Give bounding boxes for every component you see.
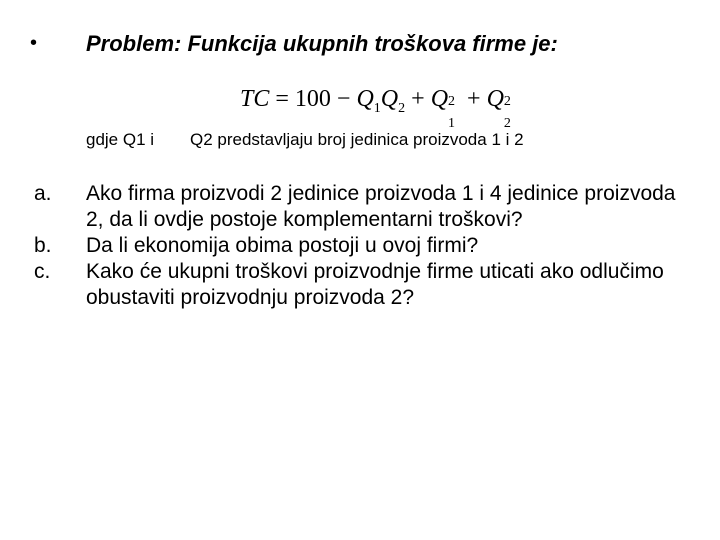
formula-sub: 2: [503, 116, 511, 131]
list-marker: b.: [34, 234, 52, 257]
variable-note-part1: gdje Q1 i: [86, 130, 155, 149]
formula-sup: 2: [503, 94, 511, 109]
formula-sub: 1: [373, 100, 381, 116]
formula-lhs: TC: [240, 86, 270, 112]
formula-sub: 2: [398, 100, 406, 116]
question-list: [34, 181, 694, 311]
list-item: [34, 181, 694, 233]
formula-plus: +: [461, 86, 487, 112]
formula-q: Q: [380, 86, 399, 112]
formula-minus: −: [330, 86, 357, 112]
problem-title: Problem: Funkcija ukupnih troškova firme je:: [86, 31, 558, 56]
formula-q: Q: [486, 86, 504, 112]
list-item: [34, 233, 694, 259]
list-item-text: Da li ekonomija obima postoji u ovoj firmi?: [86, 234, 479, 257]
list-marker: a.: [34, 182, 52, 205]
formula-q: Q: [430, 86, 449, 112]
formula-sub: 1: [448, 116, 456, 131]
formula-plus: +: [405, 86, 431, 112]
list-item-text: Kako će ukupni troškovi proizvodnje firme uticati ako odlučimo obustaviti proizvodnju proizvoda 2?: [86, 260, 664, 309]
list-item-text: Ako firma proizvodi 2 jedinice proizvoda 1 i 4 jedinice proizvoda 2, da li ovdje postoje komplementarni troškovi?: [86, 182, 676, 231]
list-marker: c.: [34, 260, 51, 283]
total-cost-formula: [240, 86, 517, 131]
formula-equals: = 100: [269, 86, 331, 112]
bullet: •: [30, 32, 38, 54]
variable-note: [86, 130, 524, 150]
variable-note-part2: Q2 predstavljaju broj jedinica proizvoda 1 i 2: [190, 130, 524, 149]
formula-sup: 2: [448, 94, 456, 109]
formula-q: Q: [356, 86, 374, 112]
list-item: [34, 259, 694, 311]
